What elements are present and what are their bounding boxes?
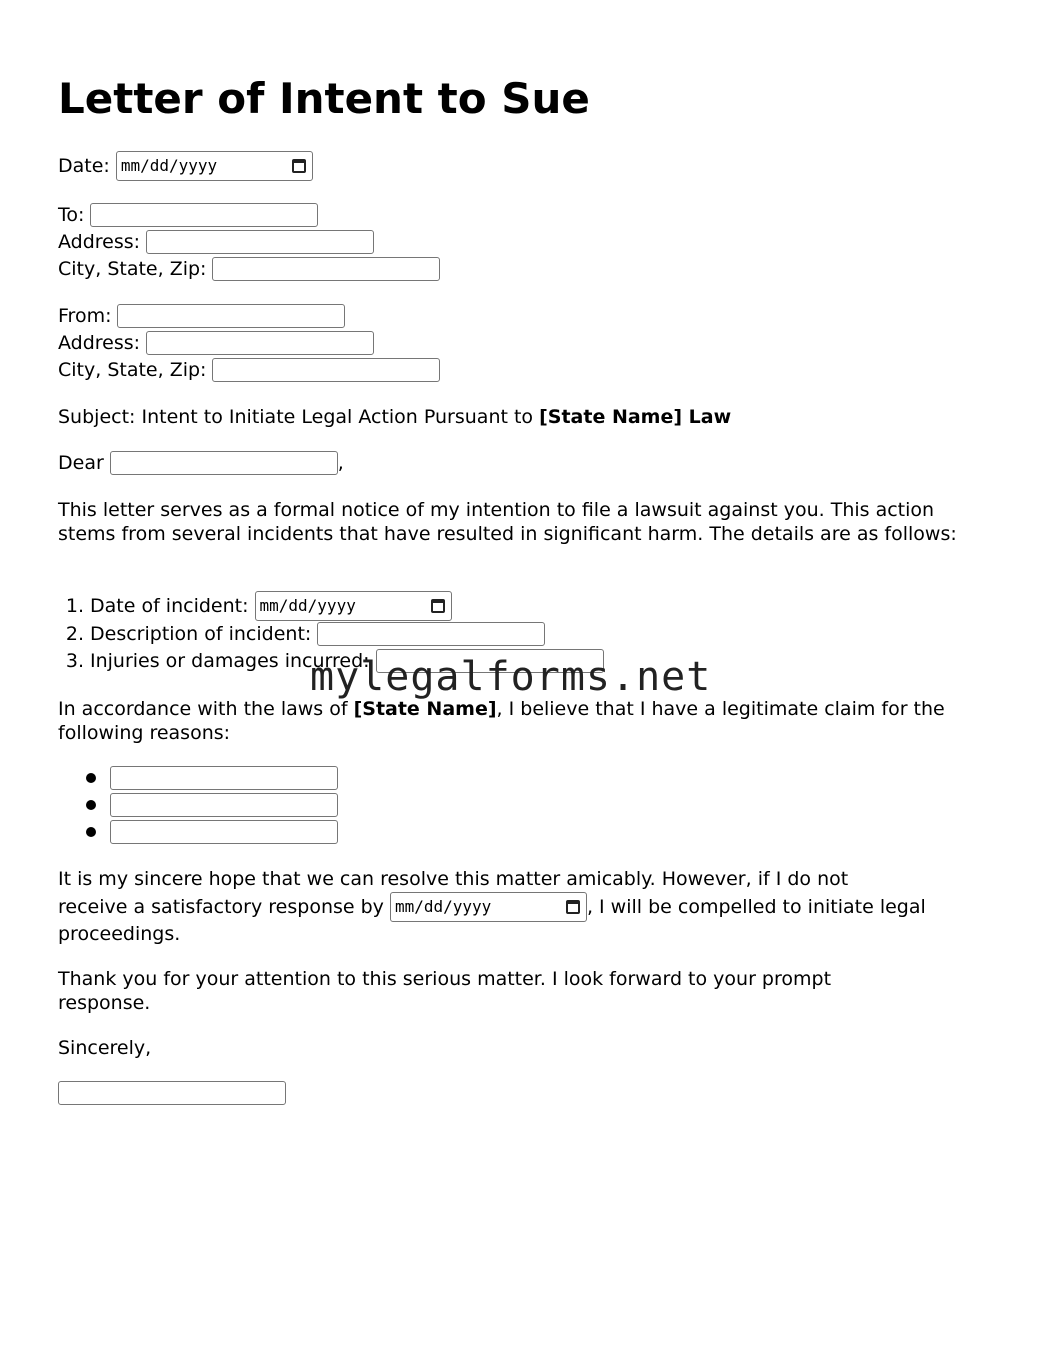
hope-line-2 <box>58 892 926 922</box>
accordance-state: [State Name] <box>353 698 497 720</box>
from-address-label: Address: <box>58 332 141 354</box>
from-city-row <box>58 358 440 382</box>
reason-input-3[interactable] <box>110 820 338 844</box>
hope-text-2-suffix: , I will be compelled to initiate legal <box>586 896 926 918</box>
bullet-icon <box>86 800 96 810</box>
incident-description-input[interactable] <box>317 622 545 646</box>
from-label: From: <box>58 305 112 327</box>
bullet-icon <box>86 773 96 783</box>
from-name-input[interactable] <box>117 304 345 328</box>
signature-input[interactable] <box>58 1081 286 1105</box>
reason-input-2[interactable] <box>110 793 338 817</box>
calendar-icon[interactable] <box>292 159 306 173</box>
accordance-paragraph <box>58 697 988 745</box>
from-row <box>58 304 345 328</box>
closing-row <box>58 1036 151 1060</box>
reason-item-1 <box>58 766 338 790</box>
date-label: Date: <box>58 155 110 177</box>
date-placeholder: mm/dd/yyyy <box>394 897 492 916</box>
to-name-input[interactable] <box>90 203 318 227</box>
closing-text: Sincerely, <box>58 1037 152 1059</box>
subject-state-law: [State Name] Law <box>539 406 732 428</box>
incident-label: Date of incident: <box>90 595 249 617</box>
response-date-input[interactable] <box>390 892 587 922</box>
from-city-label: City, State, Zip: <box>58 359 207 381</box>
to-address-input[interactable] <box>146 230 374 254</box>
calendar-icon[interactable] <box>566 900 580 914</box>
incident-number: 3. <box>65 650 84 672</box>
to-label: To: <box>58 204 85 226</box>
incident-number: 2. <box>65 623 84 645</box>
to-city-label: City, State, Zip: <box>58 258 207 280</box>
to-address-row <box>58 230 374 254</box>
incident-label: Description of incident: <box>90 623 312 645</box>
reason-item-3 <box>58 820 338 844</box>
incident-number: 1. <box>65 595 84 617</box>
hope-text-2: receive a satisfactory response by <box>58 896 390 918</box>
date-row <box>58 151 313 181</box>
to-row <box>58 203 318 227</box>
date-placeholder: mm/dd/yyyy <box>259 596 356 615</box>
dear-label: Dear <box>58 452 104 474</box>
reason-item-2 <box>58 793 338 817</box>
hope-line-1 <box>58 867 848 891</box>
hope-text-3: proceedings. <box>58 923 181 945</box>
hope-text-1: It is my sincere hope that we can resolve this matter amicably. However, if I do not <box>58 868 849 890</box>
from-city-input[interactable] <box>212 358 440 382</box>
to-address-label: Address: <box>58 231 141 253</box>
from-address-row <box>58 331 374 355</box>
watermark: mylegalforms.net <box>310 654 712 700</box>
date-placeholder: mm/dd/yyyy <box>120 156 218 175</box>
calendar-icon[interactable] <box>431 599 445 613</box>
thanks-paragraph: Thank you for your attention to this serious matter. I look forward to your prompt response. <box>58 968 832 1014</box>
to-city-row <box>58 257 440 281</box>
incident-item-1 <box>58 591 452 621</box>
to-city-input[interactable] <box>212 257 440 281</box>
hope-line-3 <box>58 922 180 946</box>
incident-date-input[interactable] <box>255 591 452 621</box>
subject-line <box>58 405 731 429</box>
incident-label: Injuries or damages incurred: <box>90 650 370 672</box>
salutation-row <box>58 451 344 475</box>
subject-text: Subject: Intent to Initiate Legal Action Pursuant to <box>58 406 540 428</box>
date-input[interactable] <box>116 151 313 181</box>
incident-item-2 <box>58 622 545 646</box>
page-title: Letter of Intent to Sue <box>58 74 590 123</box>
signature-row <box>58 1081 286 1105</box>
accordance-prefix: In accordance with the laws of <box>58 698 354 720</box>
from-address-input[interactable] <box>146 331 374 355</box>
intro-paragraph: This letter serves as a formal notice of my intention to file a lawsuit against you. This action stems from several incidents that have resulted in significant harm. The details are as follows: <box>58 499 957 545</box>
dear-comma: , <box>337 452 344 474</box>
reason-input-1[interactable] <box>110 766 338 790</box>
recipient-name-input[interactable] <box>110 451 338 475</box>
bullet-icon <box>86 827 96 837</box>
accordance-suffix: , I believe that I have a legitimate claim for the following reasons: <box>58 698 945 744</box>
